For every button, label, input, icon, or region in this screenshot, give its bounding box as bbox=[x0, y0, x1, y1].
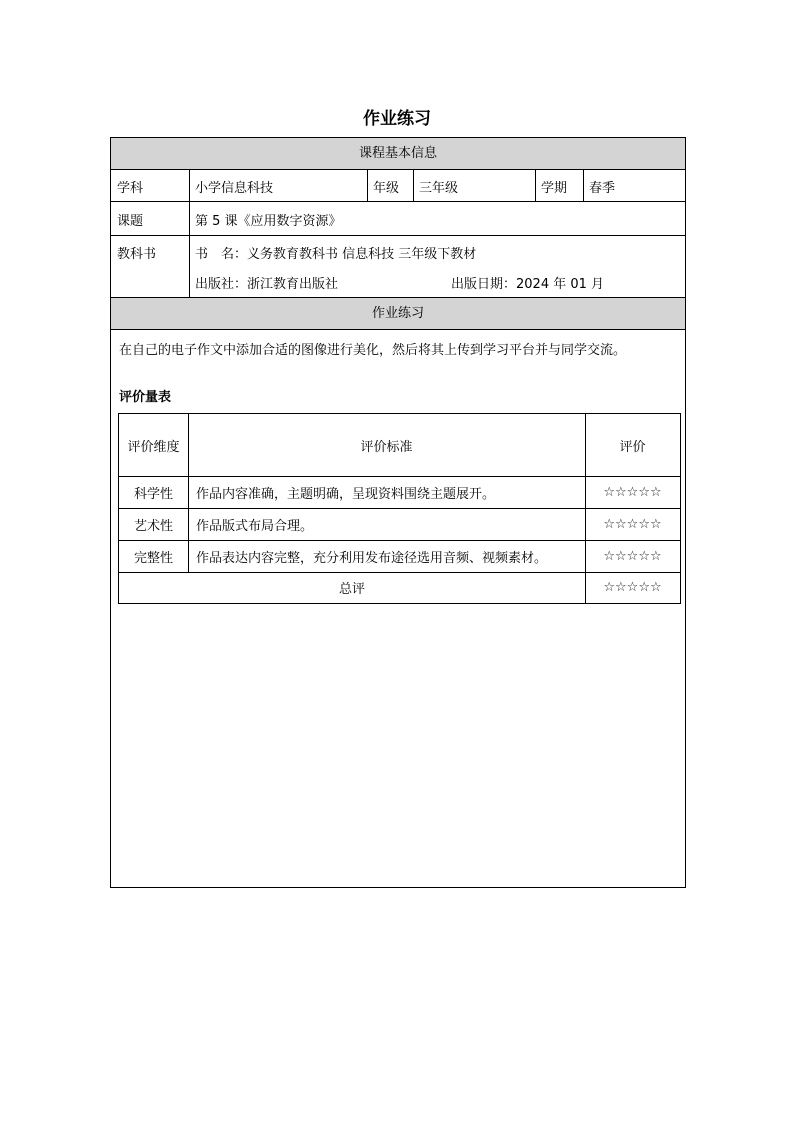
topic-row bbox=[111, 202, 685, 236]
rubric-title: 评价量表 bbox=[119, 390, 172, 405]
term-label: 学期 bbox=[541, 180, 568, 196]
rubric-row-dimension: 科学性 bbox=[133, 486, 173, 502]
grade-value: 三年级 bbox=[419, 180, 459, 196]
page-title: 作业练习 bbox=[363, 109, 431, 129]
publisher-line: 出版社：浙江教育出版社 bbox=[195, 276, 339, 292]
rubric-row-dimension: 艺术性 bbox=[133, 518, 173, 534]
rubric-header-criterion: 评价标准 bbox=[360, 439, 413, 455]
subject-value: 小学信息科技 bbox=[195, 180, 274, 196]
publish-date-line: 出版日期：2024 年 01 月 bbox=[451, 276, 605, 292]
rubric-row-criterion: 作品表达内容完整，充分利用发布途径选用音频、视频素材。 bbox=[196, 550, 548, 566]
overall-label: 总评 bbox=[338, 582, 365, 597]
rubric-row-criterion: 作品版式布局合理。 bbox=[196, 518, 314, 534]
overall-star-rating[interactable]: ☆☆☆☆☆ bbox=[603, 580, 662, 595]
star-rating[interactable]: ☆☆☆☆☆ bbox=[603, 548, 662, 564]
subject-label: 学科 bbox=[117, 180, 144, 196]
subject-row bbox=[111, 170, 685, 202]
grade-label: 年级 bbox=[373, 180, 400, 196]
rubric-row-criterion: 作品内容准确，主题明确，呈现资料围绕主题展开。 bbox=[196, 486, 496, 502]
topic-value: 第 5 课《应用数字资源》 bbox=[195, 213, 342, 229]
rubric-table bbox=[118, 413, 681, 604]
course-info-header: 课程基本信息 bbox=[111, 138, 685, 170]
textbook-row bbox=[111, 236, 685, 298]
exercise-header: 作业练习 bbox=[111, 298, 685, 330]
rubric-header-rating: 评价 bbox=[619, 439, 646, 455]
book-name-line: 书 名：义务教育教科书 信息科技 三年级下教材 bbox=[195, 246, 477, 262]
star-rating[interactable]: ☆☆☆☆☆ bbox=[603, 516, 662, 532]
task-text: 在自己的电子作文中添加合适的图像进行美化，然后将其上传到学习平台并与同学交流。 bbox=[119, 343, 627, 358]
rubric-header-dimension: 评价维度 bbox=[127, 439, 180, 455]
textbook-label: 教科书 bbox=[117, 246, 157, 262]
star-rating[interactable]: ☆☆☆☆☆ bbox=[603, 484, 662, 500]
rubric-row-dimension: 完整性 bbox=[133, 550, 173, 566]
topic-label: 课题 bbox=[117, 213, 144, 229]
term-value: 春季 bbox=[589, 180, 616, 196]
